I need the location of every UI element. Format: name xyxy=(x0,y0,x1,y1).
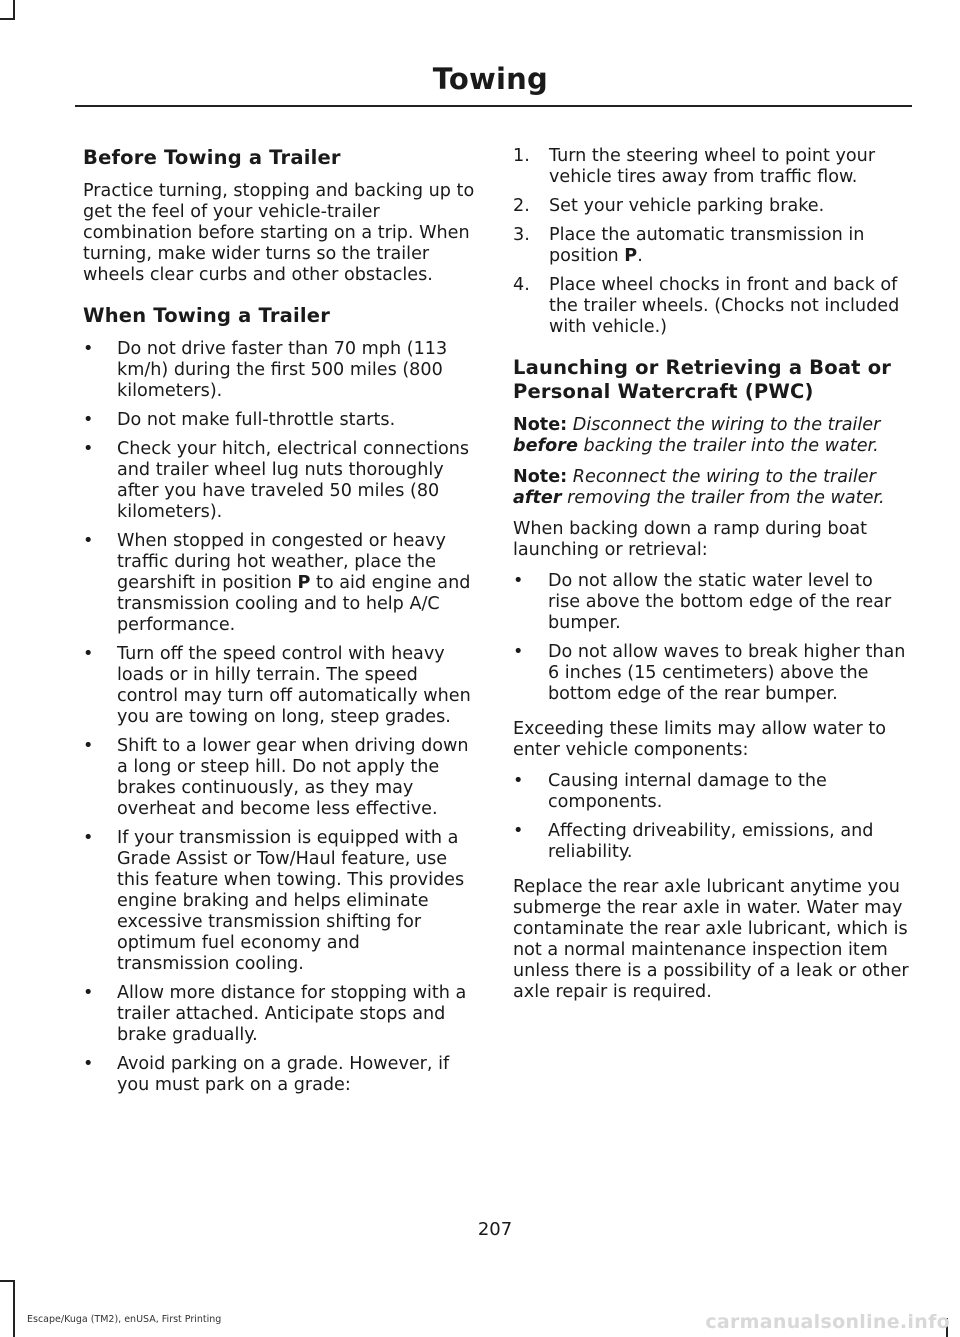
list-item-text: Turn off the speed control with heavy loads or in hilly terrain. The speed control may turn off automatically when you are towing on long, steep grades. xyxy=(117,644,471,727)
bullet-glyph: • xyxy=(83,439,94,459)
list-item-text: Shift to a lower gear when driving down a long or steep hill. Do not apply the brakes continuously, as they may overheat and become less effective. xyxy=(117,736,469,819)
page-number: 207 xyxy=(477,1219,513,1240)
note-emphasis: before xyxy=(513,436,578,456)
step-number: 1. xyxy=(513,146,530,166)
list-item-text: When stopped in congested or heavy traffic during hot weather, place the gearshift in position xyxy=(117,531,446,593)
list-item xyxy=(513,275,909,338)
gear-position-p: P xyxy=(624,246,638,266)
list-item xyxy=(513,771,909,813)
watermark: carmanualsonline.info xyxy=(705,1311,950,1333)
list-item xyxy=(83,828,475,975)
list-item-text: Do not drive faster than 70 mph (113 km/h) during the first 500 miles (800 kilometers). xyxy=(117,339,448,401)
heading-launching-retrieving: Launching or Retrieving a Boat or Personal Watercraft (PWC) xyxy=(513,356,892,403)
note-label: Note: xyxy=(513,415,568,435)
list-item-text: Do not make full-throttle starts. xyxy=(117,410,396,430)
left-column xyxy=(83,146,475,1110)
exceed-bullet-list xyxy=(513,771,909,863)
bullet-glyph: • xyxy=(513,571,524,591)
before-towing-paragraph: Practice turning, stopping and backing up to get the feel of your vehicle-trailer combination before starting on a trip. When turning, make wider turns so the trailer wheels clear curbs and other obstacles. xyxy=(83,181,475,285)
exceed-paragraph: Exceeding these limits may allow water to enter vehicle components: xyxy=(513,719,887,760)
right-column xyxy=(513,146,909,1013)
heading-before-towing: Before Towing a Trailer xyxy=(83,146,341,169)
list-item-text: If your transmission is equipped with a Grade Assist or Tow/Haul feature, use this feature when towing. This provides engine braking and helps eliminate excessive transmission shifting for optimum fuel economy and transmission cooling. xyxy=(117,828,465,974)
list-item-text: Affecting driveability, emissions, and reliability. xyxy=(548,821,874,862)
crop-mark-top-left-horizontal xyxy=(0,18,15,20)
list-item xyxy=(513,146,909,188)
heading-when-towing: When Towing a Trailer xyxy=(83,304,331,327)
list-item-text: Do not allow the static water level to rise above the bottom edge of the rear bumper. xyxy=(548,571,892,633)
crop-mark-bottom-left-horizontal xyxy=(0,1280,15,1282)
bullet-glyph: • xyxy=(83,1054,94,1074)
list-item xyxy=(513,196,909,217)
list-item xyxy=(83,983,475,1046)
list-item xyxy=(83,339,475,402)
list-item-text: Allow more distance for stopping with a trailer attached. Anticipate stops and brake gradually. xyxy=(117,983,467,1045)
note-text: Reconnect the wiring to the trailer xyxy=(567,467,876,487)
list-item-text: Check your hitch, electrical connections and trailer wheel lug nuts thoroughly after you have traveled 50 miles (80 kilometers). xyxy=(117,439,470,522)
list-item xyxy=(83,736,475,820)
crop-mark-top-left-vertical xyxy=(13,0,15,20)
ramp-bullet-list xyxy=(513,571,909,705)
step-text: Place wheel chocks in front and back of the trailer wheels. (Chocks not included with vehicle.) xyxy=(549,275,900,337)
bullet-glyph: • xyxy=(83,339,94,359)
bullet-glyph: • xyxy=(83,736,94,756)
list-item xyxy=(83,1054,475,1096)
note-text: backing the trailer into the water. xyxy=(577,436,879,456)
step-text: Place the automatic transmission in position xyxy=(549,225,865,266)
bullet-glyph: • xyxy=(83,983,94,1003)
step-text: . xyxy=(637,246,643,266)
note-text: Disconnect the wiring to the trailer xyxy=(567,415,881,435)
publication-footer: Escape/Kuga (TM2), enUSA, First Printing xyxy=(27,1314,222,1325)
page-title: Towing xyxy=(432,62,548,96)
towing-bullet-list xyxy=(83,339,475,1096)
note-label: Note: xyxy=(513,467,568,487)
parking-steps-list xyxy=(513,146,909,338)
step-text: Turn the steering wheel to point your vehicle tires away from traffic flow. xyxy=(549,146,876,187)
list-item xyxy=(83,439,475,523)
note-reconnect xyxy=(513,467,909,509)
step-number: 4. xyxy=(513,275,530,295)
list-item xyxy=(513,642,909,705)
list-item xyxy=(513,225,909,267)
step-number: 2. xyxy=(513,196,530,216)
list-item-text: Do not allow waves to break higher than 6 inches (15 centimeters) above the bottom edge of the rear bumper. xyxy=(548,642,906,704)
list-item xyxy=(83,644,475,728)
axle-paragraph: Replace the rear axle lubricant anytime you submerge the rear axle in water. Water may contaminate the rear axle lubricant, which is not a normal maintenance inspection item unless there is a possibility of a leak or other axle repair is required. xyxy=(513,877,909,1002)
bullet-glyph: • xyxy=(513,642,524,662)
bullet-glyph: • xyxy=(513,771,524,791)
step-text: Set your vehicle parking brake. xyxy=(549,196,825,216)
list-item-text: Causing internal damage to the components. xyxy=(548,771,827,812)
list-item xyxy=(513,821,909,863)
list-item xyxy=(83,531,475,636)
bullet-glyph: • xyxy=(83,410,94,430)
note-disconnect xyxy=(513,415,909,457)
list-item-text: Avoid parking on a grade. However, if you must park on a grade: xyxy=(117,1054,450,1095)
step-number: 3. xyxy=(513,225,530,245)
bullet-glyph: • xyxy=(83,644,94,664)
ramp-paragraph: When backing down a ramp during boat launching or retrieval: xyxy=(513,519,868,560)
gear-position-p: P xyxy=(297,573,311,593)
note-text: removing the trailer from the water. xyxy=(561,488,885,508)
list-item xyxy=(513,571,909,634)
list-item xyxy=(83,410,475,431)
bullet-glyph: • xyxy=(83,531,94,551)
list-item-text: to aid engine and transmission cooling and to help A/C performance. xyxy=(117,573,471,635)
crop-mark-bottom-left-vertical xyxy=(13,1280,15,1337)
note-emphasis: after xyxy=(513,488,562,508)
bullet-glyph: • xyxy=(513,821,524,841)
bullet-glyph: • xyxy=(83,828,94,848)
title-rule xyxy=(75,105,912,107)
